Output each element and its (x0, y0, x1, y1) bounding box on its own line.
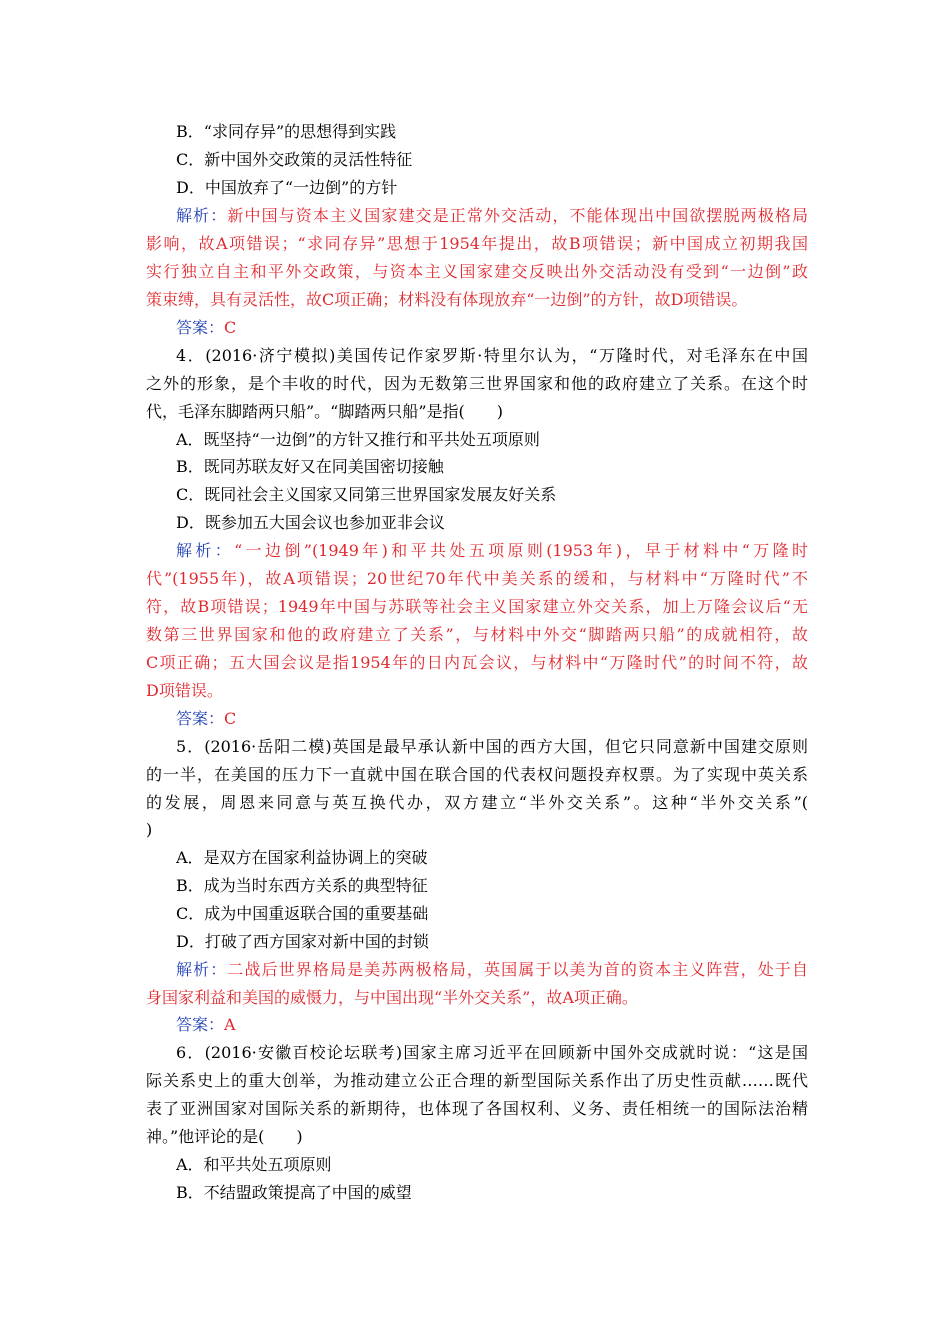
q5-analysis-line-2: 身国家利益和美国的威慑力，与中国出现“半外交关系”，故A项正确。 (146, 988, 638, 1007)
q4-analysis-line-3: 符，故B项错误；1949年中国与苏联等社会主义国家建立外交关系，加上万隆会议后“无 (146, 597, 808, 616)
q4-answer-label: 答案： (176, 709, 225, 728)
q5-option-d: D．打破了西方国家对新中国的封锁 (176, 932, 429, 951)
q5-option-b: B．成为当时东西方关系的典型特征 (176, 876, 428, 895)
q5-analysis-line-1 (176, 960, 808, 980)
q4-stem-line-3: 代，毛泽东脚踏两只船”。“脚踏两只船”是指( ) (146, 402, 504, 421)
q3-analysis-line-4: 策束缚，具有灵活性，故C项正确；材料没有体现放弃“一边倒”的方针，故D项错误。 (146, 290, 748, 309)
q5-answer-value: A (224, 1015, 236, 1034)
q3-analysis-text: 新中国与资本主义国家建交是正常外交活动，不能体现出中国欲摆脱两极格局 (227, 206, 808, 225)
q3-analysis-line-3: 实行独立自主和平外交政策，与资本主义国家建交反映出外交活动没有受到“一边倒”政 (146, 262, 808, 281)
q6-stem-line-4: 神。”他评论的是( ) (146, 1127, 303, 1146)
q3-analysis-line-1 (176, 206, 808, 226)
q4-stem-line-2: 之外的形象，是个丰收的时代，因为无数第三世界国家和他的政府建立了关系。在这个时 (146, 374, 808, 393)
q5-stem-line-2: 的一半，在美国的压力下一直就中国在联合国的代表权问题投弃权票。为了实现中英关系 (146, 765, 808, 784)
q4-analysis-line-4: 数第三世界国家和他的政府建立了关系”，与材料中外交“脚踏两只船”的成就相符，故 (146, 625, 808, 644)
q5-stem-line-1: 5．(2016·岳阳二模)英国是最早承认新中国的西方大国，但它只同意新中国建交原则 (176, 737, 808, 756)
q5-answer (176, 1015, 808, 1035)
q4-option-a: A．既坚持“一边倒”的方针又推行和平共处五项原则 (176, 430, 540, 449)
q4-stem-line-1: 4．(2016·济宁模拟)美国传记作家罗斯·特里尔认为，“万隆时代，对毛泽东在中国 (176, 346, 808, 365)
q3-answer (176, 318, 808, 338)
q5-stem-line-3: 的发展，周恩来同意与英互换代办，双方建立“半外交关系”。这种“半外交关系”( (146, 793, 808, 812)
q4-option-c: C．既同社会主义国家又同第三世界国家发展友好关系 (176, 485, 557, 504)
q3-analysis-label: 解析： (176, 206, 228, 225)
q5-option-a: A．是双方在国家利益协调上的突破 (176, 848, 428, 867)
q4-answer-value: C (224, 709, 237, 728)
q4-analysis-text: “一边倒”(1949年)和平共处五项原则(1953年)，早于材料中“万隆时 (234, 541, 808, 560)
q3-option-d: D．中国放弃了“一边倒”的方针 (176, 178, 398, 197)
q5-analysis-label: 解析： (176, 960, 228, 979)
q6-option-a: A．和平共处五项原则 (176, 1155, 332, 1174)
q6-stem-line-3: 表了亚洲国家对国际关系的新期待，也体现了各国权利、义务、责任相统一的国际法治精 (146, 1099, 808, 1118)
q3-answer-label: 答案： (176, 318, 225, 337)
q6-option-b: B．不结盟政策提高了中国的威望 (176, 1183, 412, 1202)
q4-answer (176, 709, 808, 729)
q3-option-b: B．“求同存异”的思想得到实践 (176, 122, 397, 141)
q5-answer-label: 答案： (176, 1015, 225, 1034)
q5-analysis-text: 二战后世界格局是美苏两极格局，英国属于以美为首的资本主义阵营，处于自 (227, 960, 808, 979)
q5-stem-line-4: ) (146, 820, 153, 839)
q4-option-d: D．既参加五大国会议也参加亚非会议 (176, 513, 445, 532)
q4-analysis-line-6: D项错误。 (146, 681, 223, 700)
q4-analysis-line-2: 代”(1955年)，故A项错误；20世纪70年代中美关系的缓和，与材料中“万隆时代”不 (146, 569, 808, 588)
q4-analysis-label: 解析： (176, 541, 235, 560)
q5-option-c: C．成为中国重返联合国的重要基础 (176, 904, 429, 923)
q3-answer-value: C (224, 318, 237, 337)
q6-stem-line-1: 6．(2016·安徽百校论坛联考)国家主席习近平在回顾新中国外交成就时说：“这是国 (176, 1043, 808, 1062)
q4-analysis-line-1 (176, 541, 808, 561)
q3-option-c: C．新中国外交政策的灵活性特征 (176, 150, 413, 169)
q3-analysis-line-2: 影响，故A项错误；“求同存异”思想于1954年提出，故B项错误；新中国成立初期我国 (146, 234, 808, 253)
q6-stem-line-2: 际关系史上的重大创举，为推动建立公正合理的新型国际关系作出了历史性贡献……既代 (146, 1071, 808, 1090)
q4-analysis-line-5: C项正确；五大国会议是指1954年的日内瓦会议，与材料中“万隆时代”的时间不符，故 (146, 653, 808, 672)
q4-option-b: B．既同苏联友好又在同美国密切接触 (176, 457, 444, 476)
